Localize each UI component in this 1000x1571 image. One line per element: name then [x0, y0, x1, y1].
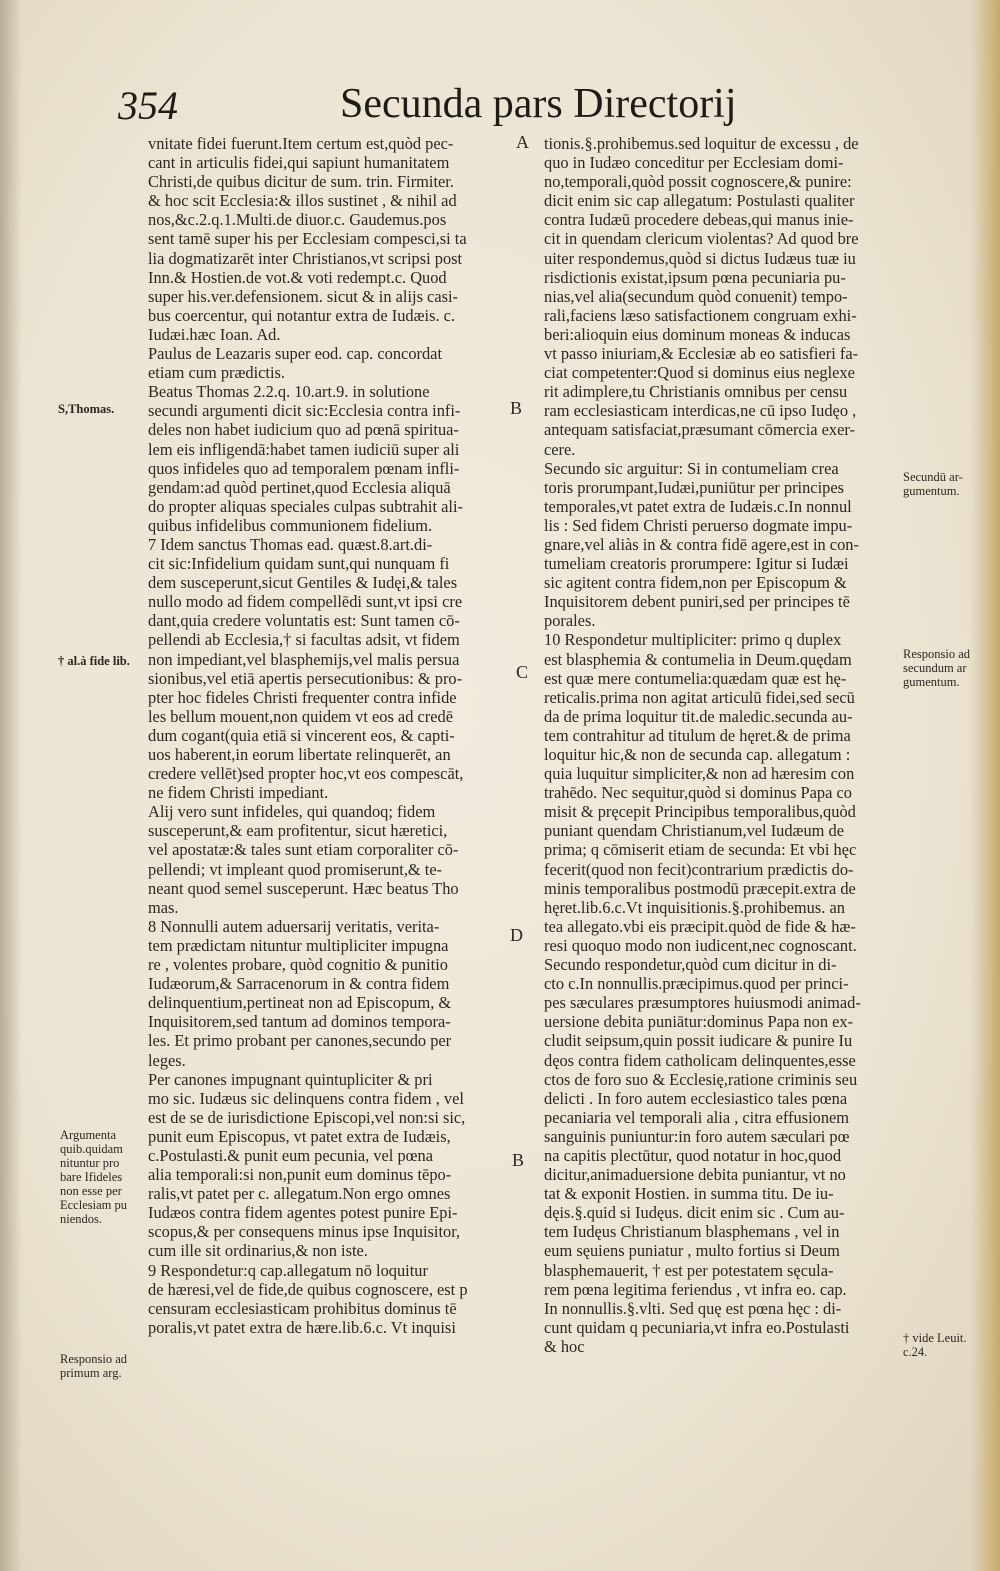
- text-line: neant quod semel susceperunt. Hæc beatus Tho: [148, 878, 459, 898]
- text-line: da de prima loquitur tit.de maledic.secunda au-: [544, 706, 853, 726]
- text-line: 9 Respondetur:q cap.allegatum nō loquitur: [148, 1260, 428, 1280]
- section-letter-d: D: [510, 925, 523, 945]
- text-line: loquitur hic,& non de secunda cap. allegatum :: [544, 745, 851, 764]
- text-line: tem Iudęus Christianum blasphemans , vel in: [544, 1222, 840, 1242]
- text-line: deles non habet iudicium quo ad pœnā spiritua-: [148, 420, 459, 440]
- text-line: uiter respondemus,quòd si dictus Iudæus tuæ iu: [544, 248, 856, 268]
- margin-note-secundum-argumentum: [903, 470, 963, 498]
- text-line: punit eum Episcopus, vt patet extra de Iudæis,: [148, 1126, 451, 1146]
- text-line: mo sic. Iudæus sic delinquens contra fidem , vel: [148, 1088, 464, 1108]
- text-line: delinquentium,pertineat non ad Episcopum, &: [148, 993, 452, 1013]
- section-letter-c: C: [516, 662, 529, 682]
- text-line: cant in articulis fidei,qui sapiunt humanitatem: [148, 153, 450, 173]
- text-line: prima; q cōmiserit etiam de secunda: Et vbi hęc: [544, 840, 857, 860]
- text-line: & hoc: [544, 1336, 585, 1356]
- text-line: porales.: [544, 611, 596, 631]
- text-line: est quæ mere contumelia:quædam quæ est hę-: [544, 668, 847, 688]
- page-header: [118, 78, 738, 134]
- text-line: les. Et primo probant per canones,secundo per: [148, 1031, 452, 1051]
- right-column: [544, 134, 906, 1356]
- text-line: blasphemauerit, † est per potestatem sęcula-: [544, 1260, 834, 1280]
- text-line: reticalis.prima non agitat articulū fidei,sed secū: [544, 687, 855, 707]
- text-line: dicitur,animaduersione debita puniantur, vt no: [544, 1165, 846, 1185]
- text-line: susceperunt,& eam profitentur, sicut hæretici,: [148, 821, 448, 841]
- margin-line: Ecclesiam pu: [60, 1198, 127, 1212]
- text-line: Inquisitorem,sed tantum ad dominos tempora-: [148, 1012, 451, 1032]
- text-line: sionibus,vel etiā apertis persecutionibus: & pro-: [148, 668, 463, 688]
- text-line: quo in Iudæo conceditur per Ecclesiam domi-: [544, 153, 844, 173]
- text-line: misit & pręcepit Principibus temporalibus,quòd: [544, 802, 856, 822]
- text-line: dem susceperunt,sicut Gentiles & Iudęi,& tales: [148, 573, 458, 593]
- text-line: etiam cum prædictis.: [148, 363, 286, 383]
- margin-line: bare Ifideles: [60, 1170, 123, 1184]
- text-line: Iudæi.hæc Ioan. Ad.: [148, 324, 281, 344]
- margin-line: nituntur pro: [60, 1156, 120, 1170]
- text-line: do propter aliquas speciales culpas subtrahit ali-: [148, 496, 463, 516]
- text-line: Iudæorum,& Sarracenorum in & contra fidem: [148, 974, 450, 994]
- text-line: fecerit(quod non fecit)contrarium prædictis do-: [544, 859, 854, 879]
- text-line: tea allegato.vbi eis præcipit.quòd de fide & hæ-: [544, 916, 856, 936]
- text-line: leges.: [148, 1050, 186, 1070]
- section-letter-a: A: [516, 132, 529, 152]
- margin-note-s-thomas: S,Thomas.: [58, 402, 115, 416]
- text-line: nias,vel alia(secundum quòd conuenit) tempo-: [544, 286, 848, 306]
- text-line: super his.ver.defensionem. sicut & in alijs casi-: [148, 286, 458, 306]
- text-line: Secundo sic arguitur: Si in contumeliam crea: [544, 458, 839, 478]
- text-line: ctos de foro suo & Ecclesię,ratione criminis seu: [544, 1069, 858, 1089]
- margin-line: c.24.: [903, 1345, 928, 1359]
- margin-line: Responsio ad: [903, 647, 971, 661]
- text-line: Secundo respondetur,quòd cum dicitur in di-: [544, 955, 837, 975]
- text-line: ne fidem Christi impediant.: [148, 783, 329, 803]
- margin-line: Argumenta: [60, 1128, 117, 1142]
- text-line: ciat competenter:Quod si dominus eius neglexe: [544, 363, 855, 383]
- margin-line: gumentum.: [903, 484, 960, 498]
- text-line: dant,quia credere voluntatis est: Sunt tamen cō-: [148, 611, 460, 631]
- running-title: Secunda pars Directorij: [340, 81, 737, 127]
- text-line: poralis,vt patet extra de hære.lib.6.c. Vt inquisi: [148, 1317, 456, 1337]
- text-line: rali,faciens læso satisfactionem congruam exhi-: [544, 305, 857, 325]
- margin-note-vide-leuit: [903, 1331, 967, 1359]
- text-line: lem eis infligendā:habet tamen iudiciū super ali: [148, 439, 460, 459]
- margin-line: Secundū ar-: [903, 470, 963, 484]
- left-column: [148, 134, 510, 1337]
- text-line: cto c.In nonnullis.præcipimus.quod per princi-: [544, 974, 849, 994]
- text-line: quia luquitur simpliciter,& non ad hæresim con: [544, 764, 855, 784]
- text-line: cit sic:Infidelium quidam sunt,qui nunquam fi: [148, 554, 450, 574]
- margin-note-responsio-primum: [60, 1352, 127, 1380]
- text-line: vt passo iniuriam,& Ecclesiæ ab eo satisfieri fa-: [544, 344, 859, 364]
- text-line: c.Postulasti.& punit eum pecunia, vel pœna: [148, 1145, 433, 1165]
- text-line: alia temporali:si non,punit eum dominus tēpo-: [148, 1165, 452, 1185]
- text-line: quibus infidelibus communionem fidelium.: [148, 515, 433, 535]
- text-line: pter hoc fideles Christi frequenter contra infide: [148, 687, 457, 707]
- margin-note-argumenta: [60, 1128, 127, 1226]
- text-line: dęis.§.quid si Iudęus. dicit enim sic . Cum au-: [544, 1203, 845, 1223]
- text-line: resi quoquo modo non iudicent,nec cognoscant.: [544, 935, 857, 955]
- text-line: na capitis plectūtur, quod notatur in hoc,quod: [544, 1145, 842, 1165]
- text-line: de hæresi,vel de fide,de quibus cognoscere, est p: [148, 1279, 468, 1299]
- text-line: eum sęuiens puniatur , multo fortius si Deum: [544, 1241, 840, 1261]
- margin-note-et-alia: † al.à fide lib.: [58, 654, 130, 668]
- text-line: Alij vero sunt infideles, qui quandoq; fidem: [148, 802, 436, 822]
- text-line: Christi,de quibus dicitur de sum. trin. Firmiter.: [148, 172, 454, 192]
- page-edge: [970, 0, 1000, 1571]
- margin-line: quib.quidam: [60, 1142, 123, 1156]
- margin-line: non esse per: [60, 1184, 122, 1198]
- text-line: toris prorumpant,Iudæi,puniūtur per principes: [544, 477, 844, 497]
- text-line: pecaniaria vel temporali alia , citra effusionem: [544, 1107, 850, 1127]
- text-line: cere.: [544, 439, 576, 459]
- text-line: censuram ecclesiasticam prohibitus dominus tē: [148, 1298, 457, 1318]
- text-line: pes sæculares præsumptores huiusmodi animad-: [544, 993, 861, 1013]
- margin-line: gumentum.: [903, 675, 960, 689]
- margin-line: niendos.: [60, 1212, 103, 1226]
- text-line: bus coercentur, qui notantur extra de Iudæis. c.: [148, 305, 456, 325]
- text-line: hęret.lib.6.c.Vt inquisitionis.§.prohibemus. an: [544, 897, 845, 917]
- text-line: sic agitent contra fidem,non per Episcopum &: [544, 573, 847, 593]
- text-line: tat & exponit Hostien. in summa titu. De iu-: [544, 1184, 834, 1204]
- text-line: Per canones impugnant quintupliciter & pri: [148, 1069, 433, 1089]
- text-line: tionis.§.prohibemus.sed loquitur de excessu , de: [544, 134, 859, 153]
- text-line: 8 Nonnulli autem aduersarij veritatis, verita-: [148, 916, 440, 936]
- text-line: secundi argumenti dicit sic:Ecclesia contra infi-: [148, 401, 461, 421]
- text-line: Paulus de Leazaris super eod. cap. concordat: [148, 344, 442, 364]
- margin-line: Responsio ad: [60, 1352, 128, 1366]
- text-line: cum ille sit ordinarius,& non iste.: [148, 1241, 368, 1261]
- margin-line: secundum ar: [903, 661, 967, 675]
- text-line: delicti . In foro autem ecclesiastico tales pœna: [544, 1088, 848, 1108]
- text-line: dęos contra fidem catholicam delinquentes,esse: [544, 1050, 856, 1070]
- text-line: pellendi; vt impleant quod promiserunt,& te-: [148, 859, 443, 879]
- text-line: credere vellēt)sed propter hoc,vt eos compescāt,: [148, 764, 464, 784]
- text-line: tem prædictam nituntur multipliciter impugna: [148, 935, 449, 955]
- text-line: no,temporali,quòd possit cognoscere,& punire:: [544, 172, 852, 192]
- section-letter-b2: B: [512, 1150, 525, 1170]
- text-line: sanguinis puniuntur:in foro autem sæculari pœ: [544, 1126, 850, 1146]
- text-line: antequam satisfaciat,præsumant cōmercia exer-: [544, 420, 855, 440]
- text-line: scopus,& per consequens minus ipse Inquisitor,: [148, 1222, 461, 1242]
- text-line: mas.: [148, 897, 179, 917]
- text-line: minis temporalibus postmodū præcepit.extra de: [544, 878, 856, 898]
- text-line: Inquisitorem debent puniri,sed per principes tē: [544, 592, 850, 612]
- text-line: In nonnullis.§.vlti. Sed quę est pœna hęc : di-: [544, 1298, 842, 1318]
- text-line: re , volentes probare, quòd cognitio & punitio: [148, 955, 448, 975]
- text-line: dum cogant(quia etiā si vincerent eos, & capti-: [148, 725, 455, 745]
- text-line: uersione debita puniātur:dominus Papa non ex-: [544, 1012, 854, 1032]
- text-line: 10 Respondetur multipliciter: primo q duplex: [544, 630, 842, 650]
- text-line: trahēdo. Nec sequitur,quòd si dominus Papa co: [544, 783, 852, 803]
- text-line: nos,&c.2.q.1.Multi.de diuor.c. Gaudemus.pos: [148, 210, 447, 230]
- text-line: quos infideles quo ad temporalem pœnam infli-: [148, 458, 460, 478]
- text-line: uos haberent,in eorum libertate relinquerēt, an: [148, 745, 451, 764]
- text-line: cit in quendam clericum violentas? Ad quod bre: [544, 229, 859, 249]
- text-line: & hoc scit Ecclesia:& illos sustinet , & nihil ad: [148, 191, 457, 211]
- text-line: rit adimplere,tu Christianis omnibus per censu: [544, 382, 848, 402]
- text-line: lia dogmatizarēt inter Christianos,vt scripsi post: [148, 248, 463, 268]
- text-line: 7 Idem sanctus Thomas ead. quæst.8.art.di-: [148, 534, 433, 554]
- text-line: Iudæos contra fidem agentes potest punire Epi-: [148, 1203, 458, 1223]
- text-line: gnare,vel aliàs in & contra fidē agere,est in con-: [544, 534, 859, 554]
- text-line: beri:alioquin eius dominum moneas & inducas: [544, 324, 851, 344]
- text-line: contra Iudæū procedere debeas,qui manus inie-: [544, 210, 854, 230]
- text-line: est de se de iurisdictione Episcopi,vel non:si sic,: [148, 1107, 466, 1127]
- folio-number: 354: [118, 83, 178, 128]
- text-line: tem contrahitur ad titulum de hęret.& de prima: [544, 725, 851, 745]
- text-line: dicit enim sic cap allegatum: Postulasti qualiter: [544, 191, 855, 211]
- text-line: vel apostatæ:& tales sunt etiam corporaliter cō-: [148, 840, 459, 860]
- margin-line: primum arg.: [60, 1366, 122, 1380]
- text-line: lis : Sed fidem Christi peruerso dogmate impu-: [544, 515, 853, 535]
- text-line: non impediant,vel blasphemijs,vel malis persua: [148, 649, 460, 669]
- text-line: nullo modo ad fidem compellēdi sunt,vt ipsi cre: [148, 592, 463, 612]
- section-letter-b: B: [510, 398, 523, 418]
- text-line: rem pœna legitima feriendus , vt infra eo. cap.: [544, 1279, 847, 1299]
- text-line: est blasphemia & contumelia in Deum.quędam: [544, 649, 852, 669]
- text-line: cunt quidam q pecuniaria,vt infra eo.Postulasti: [544, 1317, 850, 1337]
- margin-line: † vide Leuit.: [903, 1331, 967, 1345]
- text-line: pellendi ab Ecclesia,† si facultas adsit, vt fidem: [148, 630, 460, 650]
- gutter-shadow: [0, 0, 22, 1571]
- text-line: vnitate fidei fuerunt.Item certum est,quòd pec-: [148, 134, 454, 153]
- text-line: les bellum mouent,non quidem vt eos ad credē: [148, 706, 453, 726]
- text-line: puniant quendam Christianum,vel Iudæum de: [544, 821, 844, 841]
- margin-note-responsio-secundum: [903, 647, 970, 689]
- text-line: sent tamē super his per Ecclesiam compesci,si ta: [148, 229, 467, 249]
- text-line: ralis,vt patet per c. allegatum.Non ergo omnes: [148, 1184, 451, 1204]
- text-line: risdictionis existat,ipsum pœna pecuniaria pu-: [544, 267, 846, 287]
- text-line: cludit seipsum,quin possit iudicare & punire Iu: [544, 1031, 853, 1051]
- text-line: ram ecclesiasticam interdicas,ne cū ipso Iudęo ,: [544, 401, 857, 421]
- text-line: temporales,vt patet extra de Iudæis.c.In nonnul: [544, 496, 852, 516]
- text-line: Inn.& Hostien.de vot.& voti redempt.c. Quod: [148, 267, 447, 287]
- text-line: gendam:ad quòd pertinet,quod Ecclesia aliquā: [148, 477, 451, 497]
- text-line: Beatus Thomas 2.2.q. 10.art.9. in solutione: [148, 382, 430, 402]
- text-line: tumeliam creatoris prorumpere: Igitur si Iudæi: [544, 554, 849, 574]
